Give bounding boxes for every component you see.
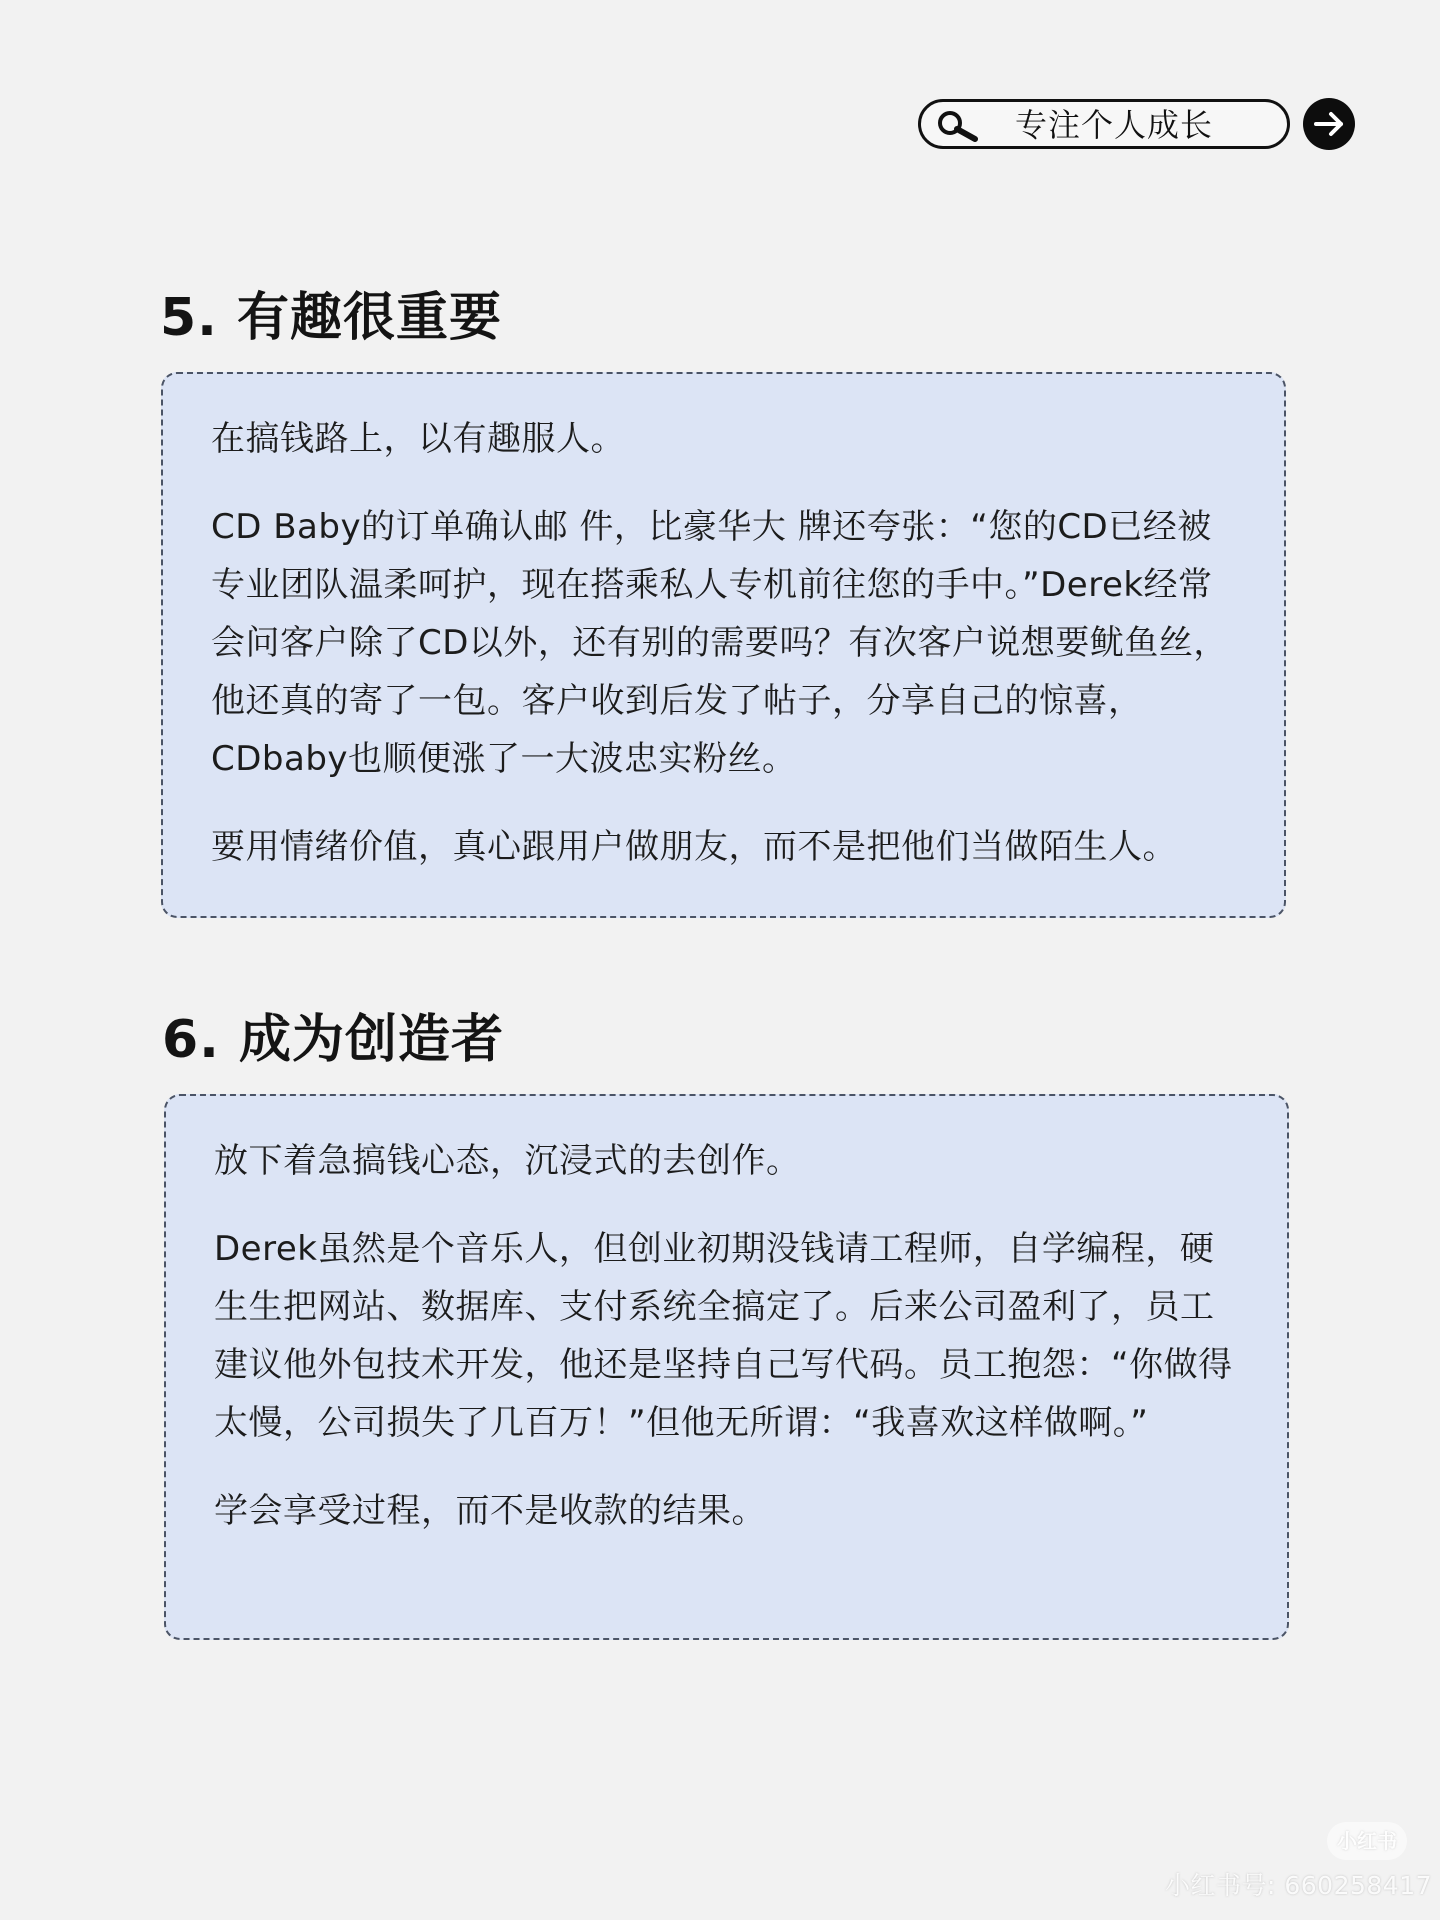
search-icon [935,108,981,142]
section-card [161,372,1286,918]
search-bar[interactable] [918,99,1290,149]
search-text: 专注个人成长 [1015,106,1214,144]
section-card [164,1094,1289,1640]
section-title: 5. 有趣很重要 [160,288,503,348]
section-title: 6. 成为创造者 [162,1010,505,1070]
card-lead-text: 放下着急搞钱心态，沉浸式的去创作。 [214,1141,801,1181]
watermark-id: 小红书号: 660258417 [1165,1871,1433,1900]
card-lead-text: 在搞钱路上，以有趣服人。 [211,419,625,459]
arrow-right-icon [1303,98,1355,150]
card-closing-text: 学会享受过程，而不是收款的结果。 [214,1491,766,1531]
watermark-logo: 小红书 [1327,1822,1407,1860]
card-body-text: Derek虽然是个音乐人，但创业初期没钱请工程师，自学编程，硬生生把网站、数据库、支付系统全搞定了。后来公司盈利了，员工建议他外包技术开发，他还是坚持自己写代码。员工抱怨：“你做得太慢，公司损失了几百万！”但他无所谓：“我喜欢这样做啊。” [214,1229,1233,1443]
go-arrow-button[interactable] [1303,98,1355,150]
card-body-text: CD Baby的订单确认邮 件，比豪华大 牌还夸张：“您的CD已经被专业团队温柔呵护，现在搭乘私人专机前往您的手中。”Derek经常会问客户除了CD以外，还有别的需要吗？有次客户说想要鱿鱼丝，他还真的寄了一包。客户收到后发了帖子，分享自己的惊喜，CDbaby也顺便涨了一大波忠实粉丝。 [211,507,1228,779]
card-closing-text: 要用情绪价值，真心跟用户做朋友，而不是把他们当做陌生人。 [211,827,1177,867]
